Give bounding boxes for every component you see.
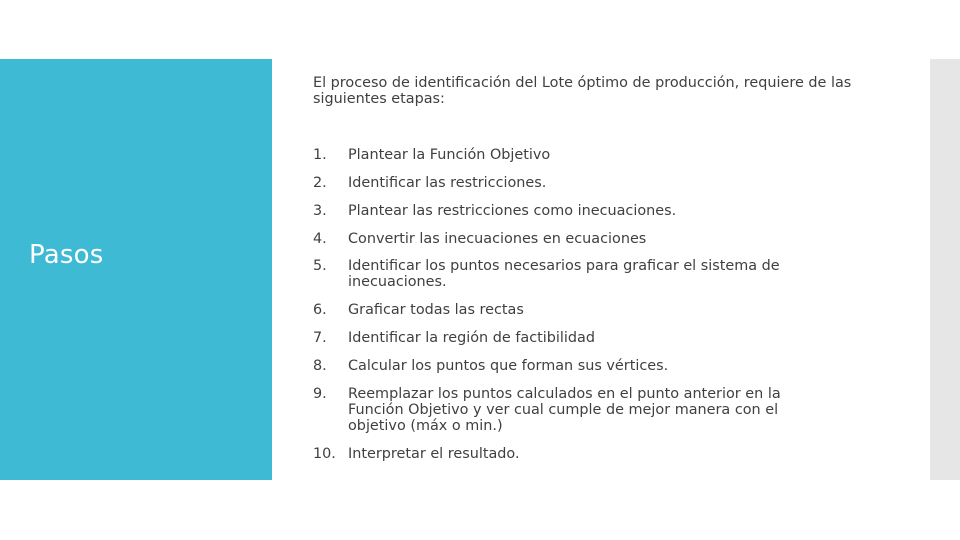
step-number: 4. [313,231,327,247]
step-text: Plantear las restricciones como inecuaciones. [348,203,677,219]
step-number: 9. [313,386,327,402]
step-text: Identificar las restricciones. [348,175,547,191]
step-text: Calcular los puntos que forman sus vértices. [348,358,669,374]
step-number: 3. [313,203,327,219]
step-number: 8. [313,358,327,374]
step-text: Convertir las inecuaciones en ecuaciones [348,231,647,247]
intro-paragraph: El proceso de identificación del Lote óptimo de producción, requiere de las siguientes etapas: [313,75,852,107]
step-text: Graficar todas las rectas [348,302,524,318]
step-text: Interpretar el resultado. [348,446,520,462]
step-text: Plantear la Función Objetivo [348,147,551,163]
step-number: 5. [313,258,327,274]
section-title: Pasos [29,240,104,270]
side-bar [930,59,960,480]
step-number: 6. [313,302,327,318]
step-number: 10. [313,446,336,462]
step-number: 2. [313,175,327,191]
step-text: Reemplazar los puntos calculados en el punto anterior en la Función Objetivo y ver cual cumple de mejor manera con el objetivo (máx o min.) [348,386,781,434]
step-text: Identificar los puntos necesarios para graficar el sistema de inecuaciones. [348,258,780,290]
step-number: 1. [313,147,327,163]
step-text: Identificar la región de factibilidad [348,330,595,346]
step-number: 7. [313,330,327,346]
